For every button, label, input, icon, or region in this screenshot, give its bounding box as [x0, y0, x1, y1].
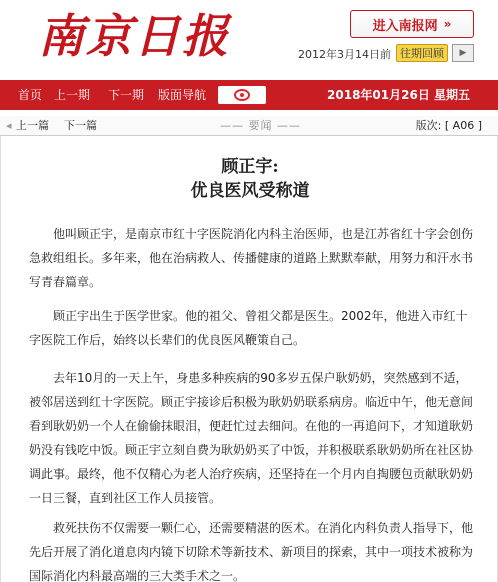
section-label: —— 要闻 —— — [220, 119, 301, 132]
paragraph: 去年10月的一天上午，身患多种疾病的90多岁五保户耿奶奶，突然感到不适，被邻居送到红十字医院。顾正宇接诊后积极为耿奶奶联系病房。临近中午，他无意间看到耿奶奶一个人在偷偷抹眼泪，便赶忙过去细问。在他的一再追问下，才知道耿奶奶没有钱吃中饭。顾正宇立刻自费为耿奶奶买了中饭，并积极联系耿奶奶所在社区协调此事。最终，他不仅精心为老人治疗疾病，还坚持在一个月内自掏腰包贡献耿奶奶一日三餐，直到社区工作人员接管。 — [29, 371, 474, 505]
next-article-link[interactable]: 下一篇 — [64, 119, 97, 132]
prev-article-link[interactable]: 上一篇 — [16, 119, 49, 132]
main-nav-bar — [0, 80, 498, 110]
arrow-left-icon: ◂ — [6, 119, 12, 132]
enter-website-button[interactable] — [350, 10, 474, 38]
archive-date: 2012年3月14日前 — [298, 48, 391, 61]
paragraph: 他叫顾正宇，是南京市红十字医院消化内科主治医师，也是江苏省红十字会创伤急救组组长。多年来，他在治病救人、传播健康的道路上默默奉献，用努力和汗水书写青春篇章。 — [29, 227, 474, 289]
nav-home[interactable]: 首页 — [18, 88, 43, 102]
page-number: 版次: [ A06 ] — [415, 119, 482, 132]
weibo-share-button[interactable] — [218, 86, 266, 104]
paragraph: 救死扶伤不仅需要一颗仁心，还需要精湛的医术。在消化内科负责人指导下，他先后开展了消化道息肉内镜下切除术等新技术、新项目的探索，其中一项技术被称为国际消化内科最高端的三大类手术之一。 — [29, 521, 474, 582]
article-nav-bar — [0, 116, 498, 136]
article-title: 优良医风受称道 — [190, 181, 310, 201]
nav-next-issue[interactable]: 下一期 — [108, 88, 145, 102]
past-issues-button[interactable]: 往期回顾 — [396, 44, 448, 62]
article-body — [0, 136, 498, 582]
header — [0, 0, 498, 80]
nav-page-navigation[interactable]: 版面导航 — [158, 88, 207, 102]
newspaper-logo[interactable]: 南京日报 — [38, 9, 230, 63]
enter-website-label: 进入南报网 — [372, 18, 438, 34]
nav-prev-issue[interactable]: 上一期 — [54, 88, 91, 102]
weibo-icon — [234, 89, 250, 101]
double-chevron-right-icon: » — [443, 17, 452, 31]
play-icon[interactable]: ▶ — [452, 44, 474, 62]
issue-date: 2018年01月26日 星期五 — [327, 88, 470, 102]
article-title-name: 顾正宇: — [221, 157, 279, 177]
paragraph: 顾正宇出生于医学世家。他的祖父、曾祖父都是医生。2002年，他进入市红十字医院工作后，始终以长辈们的优良医风鞭策自己。 — [29, 309, 468, 347]
